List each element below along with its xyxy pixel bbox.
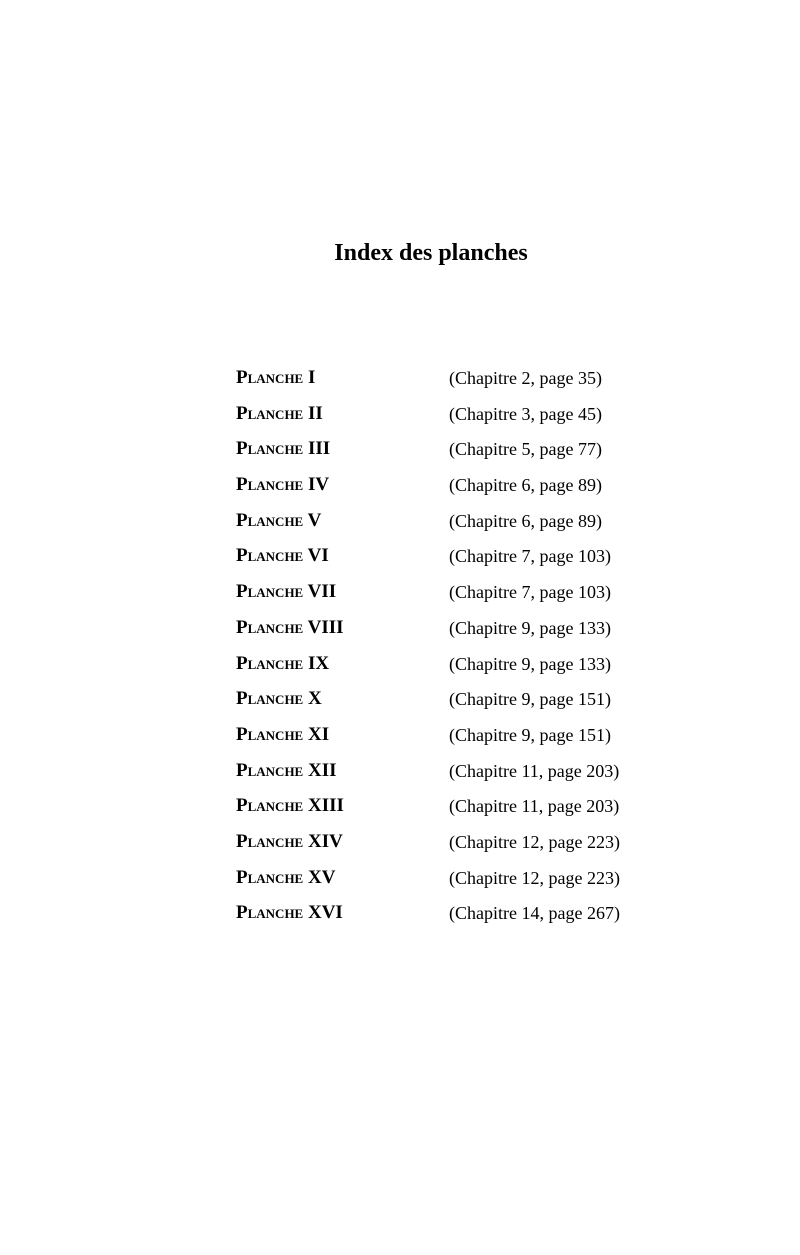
plate-reference: (Chapitre 14, page 267) — [449, 903, 620, 924]
plate-reference: (Chapitre 5, page 77) — [449, 439, 602, 460]
plate-label: Planche IV — [236, 474, 330, 496]
plate-reference: (Chapitre 11, page 203) — [449, 760, 620, 781]
list-item — [236, 509, 656, 545]
plate-reference: (Chapitre 6, page 89) — [449, 510, 602, 531]
list-item — [236, 580, 656, 616]
list-item — [236, 759, 656, 795]
list-item — [236, 901, 656, 937]
plate-label: Planche XII — [236, 759, 337, 781]
plate-reference: (Chapitre 7, page 103) — [449, 546, 611, 567]
plate-label: Planche II — [236, 402, 323, 424]
list-item — [236, 866, 656, 902]
plate-reference: (Chapitre 12, page 223) — [449, 831, 620, 852]
plate-reference: (Chapitre 11, page 203) — [449, 796, 620, 817]
list-item — [236, 687, 656, 723]
plate-reference: (Chapitre 9, page 133) — [449, 653, 611, 674]
plate-reference: (Chapitre 7, page 103) — [449, 582, 611, 603]
plate-label: Planche XVI — [236, 902, 343, 924]
plate-label: Planche III — [236, 438, 331, 460]
plate-label: Planche I — [236, 367, 316, 388]
plate-label: Planche XIV — [236, 830, 343, 852]
list-item — [236, 652, 656, 688]
plate-label: Planche V — [236, 509, 322, 531]
plate-reference: (Chapitre 9, page 151) — [449, 724, 611, 745]
plate-label: Planche X — [236, 688, 322, 710]
plate-label: Planche XV — [236, 866, 336, 888]
list-item — [236, 366, 656, 402]
plate-reference: (Chapitre 9, page 133) — [449, 617, 611, 638]
plate-index-list — [236, 366, 656, 937]
list-item — [236, 616, 656, 652]
plate-label: Planche XI — [236, 723, 330, 745]
plate-label: Planche VII — [236, 581, 337, 603]
list-item — [236, 794, 656, 830]
plate-reference: (Chapitre 6, page 89) — [449, 475, 602, 496]
list-item — [236, 544, 656, 580]
list-item — [236, 473, 656, 509]
plate-label: Planche IX — [236, 652, 330, 674]
plate-label: Planche VI — [236, 545, 329, 567]
plate-label: Planche XIII — [236, 795, 344, 817]
plate-reference: (Chapitre 12, page 223) — [449, 867, 620, 888]
plate-reference: (Chapitre 9, page 151) — [449, 689, 611, 710]
plate-reference: (Chapitre 2, page 35) — [449, 368, 602, 388]
list-item — [236, 402, 656, 438]
list-item — [236, 723, 656, 759]
list-item — [236, 437, 656, 473]
plate-reference: (Chapitre 3, page 45) — [449, 403, 602, 424]
plate-label: Planche VIII — [236, 616, 344, 638]
list-item — [236, 830, 656, 866]
page-title: Index des planches — [334, 240, 528, 266]
